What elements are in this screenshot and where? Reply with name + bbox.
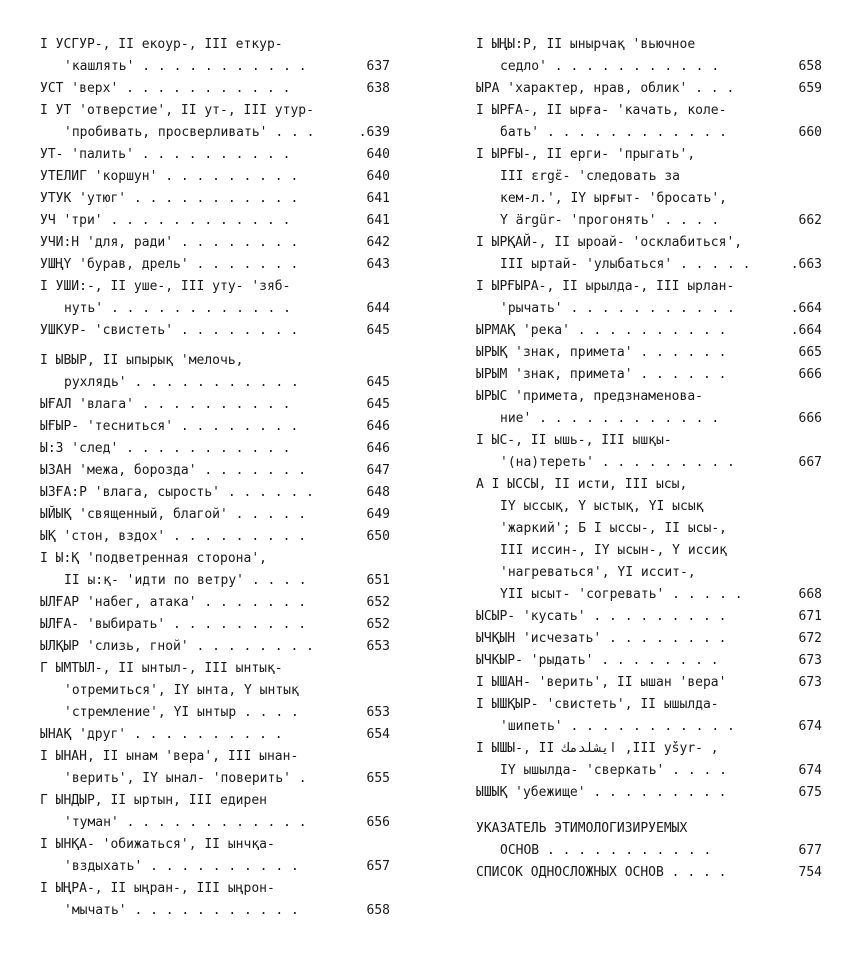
entry-line: 'шипеть' . . . . . . . . . . . 674 bbox=[476, 716, 822, 738]
index-entry bbox=[476, 100, 822, 144]
page-number: 655 bbox=[366, 771, 390, 786]
index-entry bbox=[476, 672, 822, 694]
entry-line: УШҢҮ 'бурав, дрель' . . . . . . . 643 bbox=[40, 254, 390, 276]
page-number: 667 bbox=[798, 455, 822, 470]
entry-line: 'рычать' . . . . . . . . . . . .664 bbox=[476, 298, 822, 320]
entry-line: I ЫНҚА- 'обижаться', II ынчқа- bbox=[40, 837, 275, 852]
index-entry bbox=[40, 232, 390, 254]
index-entry bbox=[40, 254, 390, 276]
index-entry bbox=[476, 34, 822, 78]
index-entry bbox=[476, 474, 822, 606]
index-entry bbox=[476, 276, 822, 320]
index-entry bbox=[40, 34, 390, 78]
page-number: 673 bbox=[798, 675, 822, 690]
entry-line: 'туман' . . . . . . . . . . . . 656 bbox=[40, 812, 390, 834]
entry-line: I ЫШЫ-, II ایشلدمك ,III yšyr- , bbox=[476, 741, 719, 756]
entry-line: ЫРЫС 'примета, предзнаменова- bbox=[476, 389, 703, 404]
entry-line: ЫЗҒА:Р 'влага, сырость' . . . . . . 648 bbox=[40, 482, 390, 504]
page-number: 673 bbox=[798, 653, 822, 668]
index-entry bbox=[476, 650, 822, 672]
page-number: 642 bbox=[366, 235, 390, 250]
entry-line: УТ- 'палить' . . . . . . . . . . 640 bbox=[40, 144, 390, 166]
index-entry bbox=[40, 724, 390, 746]
page-number: 652 bbox=[366, 595, 390, 610]
page-number: 641 bbox=[366, 191, 390, 206]
page-number: 677 bbox=[798, 843, 822, 858]
page-number: .663 bbox=[790, 257, 822, 272]
entry-line: бать' . . . . . . . . . . . . 660 bbox=[476, 122, 822, 144]
entry-line: III иссин-, IY ысын-, Y иссиқ bbox=[500, 543, 727, 558]
entry-line: I ЫҢРА-, II ыңран-, III ыңрон- bbox=[40, 881, 275, 896]
index-entry bbox=[40, 276, 390, 320]
entry-line: 'стремление', YI ынтыр . . . . 653 bbox=[40, 702, 390, 724]
entry-line: Y ärgür- 'прогонять' . . . . 662 bbox=[476, 210, 822, 232]
index-entry bbox=[40, 526, 390, 548]
entry-line: ЫРА 'характер, нрав, облик' . . . 659 bbox=[476, 78, 822, 100]
page-number: 675 bbox=[798, 785, 822, 800]
entry-line: ЫЛҒА- 'выбирать' . . . . . . . . . 652 bbox=[40, 614, 390, 636]
entry-line: 'вздыхать' . . . . . . . . . . 657 bbox=[40, 856, 390, 878]
section-gap bbox=[40, 342, 390, 350]
entry-line: УШКУР- 'свистеть' . . . . . . . . 645 bbox=[40, 320, 390, 342]
page-number: 674 bbox=[798, 719, 822, 734]
entry-line: ЫШЫҚ 'убежище' . . . . . . . . . 675 bbox=[476, 782, 822, 804]
index-entry bbox=[40, 548, 390, 592]
entry-line: ЫРМАҚ 'река' . . . . . . . . . . .664 bbox=[476, 320, 822, 342]
page-number: 647 bbox=[366, 463, 390, 478]
entry-line: УКАЗАТЕЛЬ ЭТИМОЛОГИЗИРУЕМЫХ bbox=[476, 821, 688, 836]
index-entry bbox=[476, 78, 822, 100]
left-column bbox=[40, 34, 390, 922]
page-number: 653 bbox=[366, 705, 390, 720]
index-entry bbox=[476, 342, 822, 364]
index-entry bbox=[476, 144, 822, 232]
entry-line: I ЫҢЫ:Р, II ынырчақ 'вьючное bbox=[476, 37, 696, 52]
entry-line: I ЫШҚЫР- 'свистеть', II ышылда- bbox=[476, 697, 719, 712]
page-number: 660 bbox=[798, 125, 822, 140]
entry-line: Ы:З 'след' . . . . . . . . . . . 646 bbox=[40, 438, 390, 460]
entry-line: ЫЧКЫР- 'рыдать' . . . . . . . . 673 bbox=[476, 650, 822, 672]
entry-line: A I ЫССЫ, II исти, III ысы, bbox=[476, 477, 688, 492]
entry-line: УТЕЛИГ 'коршун' . . . . . . . . . 640 bbox=[40, 166, 390, 188]
entry-line: III ɛrgɛ̈- 'следовать за bbox=[500, 169, 681, 184]
entry-line: IY ышылда- 'сверкать' . . . . 674 bbox=[476, 760, 822, 782]
page-number: 659 bbox=[798, 81, 822, 96]
page-number: 645 bbox=[366, 323, 390, 338]
page-number: 654 bbox=[366, 727, 390, 742]
page-number: 668 bbox=[798, 587, 822, 602]
page-number: 652 bbox=[366, 617, 390, 632]
page-number: 646 bbox=[366, 441, 390, 456]
index-entry bbox=[476, 364, 822, 386]
page-number: 671 bbox=[798, 609, 822, 624]
entry-line: ЫЗАН 'межа, борозда' . . . . . . . 647 bbox=[40, 460, 390, 482]
index-entry bbox=[476, 818, 822, 862]
index-entry bbox=[476, 628, 822, 650]
page-number: 644 bbox=[366, 301, 390, 316]
entry-line: I ЫРҒА-, II ырға- 'качать, коле- bbox=[476, 103, 727, 118]
index-entry bbox=[476, 430, 822, 474]
page-number: 645 bbox=[366, 375, 390, 390]
entry-line: ЫНАҚ 'друг' . . . . . . . . . . 654 bbox=[40, 724, 390, 746]
entry-line: 'жаркий'; Б I ыссы-, II ысы-, bbox=[500, 521, 727, 536]
entry-line: I ЫНАН, II ынам 'вера', III ынан- bbox=[40, 749, 299, 764]
page-number: 649 bbox=[366, 507, 390, 522]
entry-line: УЧ 'три' . . . . . . . . . . . . 641 bbox=[40, 210, 390, 232]
entry-line: I УТ 'отверстие', II ут-, III утур- bbox=[40, 103, 314, 118]
index-entry bbox=[476, 606, 822, 628]
index-entry bbox=[40, 504, 390, 526]
index-entry bbox=[40, 320, 390, 342]
entry-line: '(на)тереть' . . . . . . . . . 667 bbox=[476, 452, 822, 474]
page-number: 637 bbox=[366, 59, 390, 74]
index-entry bbox=[40, 144, 390, 166]
entry-line: III ыртай- 'улыбаться' . . . . . .663 bbox=[476, 254, 822, 276]
entry-line: IY ыссық, Y ыстық, YI ысық bbox=[500, 499, 704, 514]
entry-line: ЫЛҚЫР 'слизь, гной' . . . . . . . . 653 bbox=[40, 636, 390, 658]
index-entry bbox=[40, 350, 390, 394]
entry-line: I Ы:Қ 'подветренная сторона', bbox=[40, 551, 267, 566]
entry-line: 'пробивать, просверливать' . . . .639 bbox=[40, 122, 390, 144]
index-entry bbox=[476, 782, 822, 804]
entry-line: нуть' . . . . . . . . . . . . 644 bbox=[40, 298, 390, 320]
entry-line: II ы:қ- 'идти по ветру' . . . . 651 bbox=[40, 570, 390, 592]
page-number: 646 bbox=[366, 419, 390, 434]
index-entry bbox=[476, 738, 822, 782]
page-number: .664 bbox=[790, 323, 822, 338]
index-entry bbox=[40, 188, 390, 210]
entry-line: ЫҒЫР- 'тесниться' . . . . . . . . 646 bbox=[40, 416, 390, 438]
entry-line: I ЫШАН- 'верить', II ышан 'вера' 673 bbox=[476, 672, 822, 694]
entry-line: ЫҒАЛ 'влага' . . . . . . . . . . 645 bbox=[40, 394, 390, 416]
entry-line: ЫРЫҚ 'знак, примета' . . . . . . 665 bbox=[476, 342, 822, 364]
index-entry bbox=[40, 460, 390, 482]
page-number: 657 bbox=[366, 859, 390, 874]
index-entry bbox=[40, 636, 390, 658]
page-number: 651 bbox=[366, 573, 390, 588]
page-number: 658 bbox=[798, 59, 822, 74]
entry-line: ЫЧҚЫН 'исчезать' . . . . . . . . 672 bbox=[476, 628, 822, 650]
page-number: 666 bbox=[798, 411, 822, 426]
entry-line: I ЫРҚАЙ-, II ыроай- 'осклабиться', bbox=[476, 235, 743, 250]
index-entry bbox=[40, 416, 390, 438]
page-number: .639 bbox=[358, 125, 390, 140]
index-entry bbox=[476, 232, 822, 276]
page-number: 656 bbox=[366, 815, 390, 830]
entry-line: седло' . . . . . . . . . . . 658 bbox=[476, 56, 822, 78]
entry-line: рухлядь' . . . . . . . . . . . 645 bbox=[40, 372, 390, 394]
index-entry bbox=[476, 862, 822, 884]
entry-line: Г ЫМТЫЛ-, II ынтыл-, III ынтық- bbox=[40, 661, 283, 676]
page-number: 653 bbox=[366, 639, 390, 654]
entry-line: ЫЙЫҚ 'священный, благой' . . . . . 649 bbox=[40, 504, 390, 526]
page-number: 640 bbox=[366, 169, 390, 184]
index-entry bbox=[40, 100, 390, 144]
page-number: 662 bbox=[798, 213, 822, 228]
entry-line: ЫЛҒАР 'набег, атака' . . . . . . . 652 bbox=[40, 592, 390, 614]
entry-line: ЫСЫР- 'кусать' . . . . . . . . . 671 bbox=[476, 606, 822, 628]
index-entry bbox=[40, 746, 390, 790]
entry-line: УСТ 'верх' . . . . . . . . . . . 638 bbox=[40, 78, 390, 100]
entry-line: ОСНОВ . . . . . . . . . . . 677 bbox=[476, 840, 822, 862]
entry-line: УТУК 'утюг' . . . . . . . . . . . 641 bbox=[40, 188, 390, 210]
page-number: 658 bbox=[366, 903, 390, 918]
entry-line: 'верить', IY ынал- 'поверить' . 655 bbox=[40, 768, 390, 790]
index-entry bbox=[40, 614, 390, 636]
index-entry bbox=[40, 210, 390, 232]
index-entry bbox=[40, 878, 390, 922]
index-entry bbox=[40, 790, 390, 834]
page-number: 640 bbox=[366, 147, 390, 162]
entry-line: 'кашлять' . . . . . . . . . . . 637 bbox=[40, 56, 390, 78]
page-number: 648 bbox=[366, 485, 390, 500]
index-entry bbox=[40, 166, 390, 188]
page-number: .664 bbox=[790, 301, 822, 316]
entry-line: 'мычать' . . . . . . . . . . . 658 bbox=[40, 900, 390, 922]
entry-line: I УШИ:-, II уше-, III уту- 'зяб- bbox=[40, 279, 291, 294]
page-number: 666 bbox=[798, 367, 822, 382]
index-entry bbox=[40, 834, 390, 878]
entry-line: YII ысыт- 'согревать' . . . . . 668 bbox=[476, 584, 822, 606]
entry-line: I УСГУР-, II екоур-, III еткур- bbox=[40, 37, 283, 52]
index-entry bbox=[40, 394, 390, 416]
index-entry bbox=[476, 694, 822, 738]
index-entry bbox=[40, 78, 390, 100]
index-entry bbox=[40, 658, 390, 724]
page-number: 643 bbox=[366, 257, 390, 272]
entry-line: 'отремиться', IY ынта, Y ынтық bbox=[64, 683, 299, 698]
index-entry bbox=[40, 438, 390, 460]
page-number: 665 bbox=[798, 345, 822, 360]
entry-line: I ЫРҒЫРА-, II ырылда-, III ырлан- bbox=[476, 279, 735, 294]
entry-line: I ЫС-, II ышь-, III ышқы- bbox=[476, 433, 672, 448]
page-number: 638 bbox=[366, 81, 390, 96]
index-entry bbox=[476, 386, 822, 430]
index-entry bbox=[40, 592, 390, 614]
index-entry bbox=[476, 320, 822, 342]
entry-line: ЫРЫМ 'знак, примета' . . . . . . 666 bbox=[476, 364, 822, 386]
page-number: 754 bbox=[798, 865, 822, 880]
entry-line: Г ЫНДЫР, II ыртын, III едирен bbox=[40, 793, 267, 808]
entry-line: ние' . . . . . . . . . . . . 666 bbox=[476, 408, 822, 430]
entry-line: ЫҚ 'стон, вздох' . . . . . . . . . 650 bbox=[40, 526, 390, 548]
entry-line: 'нагреваться', YI иссит-, bbox=[500, 565, 696, 580]
right-column bbox=[476, 34, 822, 884]
section-gap bbox=[476, 804, 822, 818]
page-number: 650 bbox=[366, 529, 390, 544]
entry-line: УЧИ:Н 'для, ради' . . . . . . . . 642 bbox=[40, 232, 390, 254]
page-number: 672 bbox=[798, 631, 822, 646]
page-number: 674 bbox=[798, 763, 822, 778]
entry-line: I ЫРҒЫ-, II ерги- 'прыгать', bbox=[476, 147, 696, 162]
index-entry bbox=[40, 482, 390, 504]
page-number: 645 bbox=[366, 397, 390, 412]
entry-line: СПИСОК ОДНОСЛОЖНЫХ ОСНОВ . . . . 754 bbox=[476, 862, 822, 884]
page-number: 641 bbox=[366, 213, 390, 228]
entry-line: кем-л.', IY ырғыт- 'бросать', bbox=[500, 191, 727, 206]
entry-line: I ЫВЫР, II ыпырық 'мелочь, bbox=[40, 353, 244, 368]
